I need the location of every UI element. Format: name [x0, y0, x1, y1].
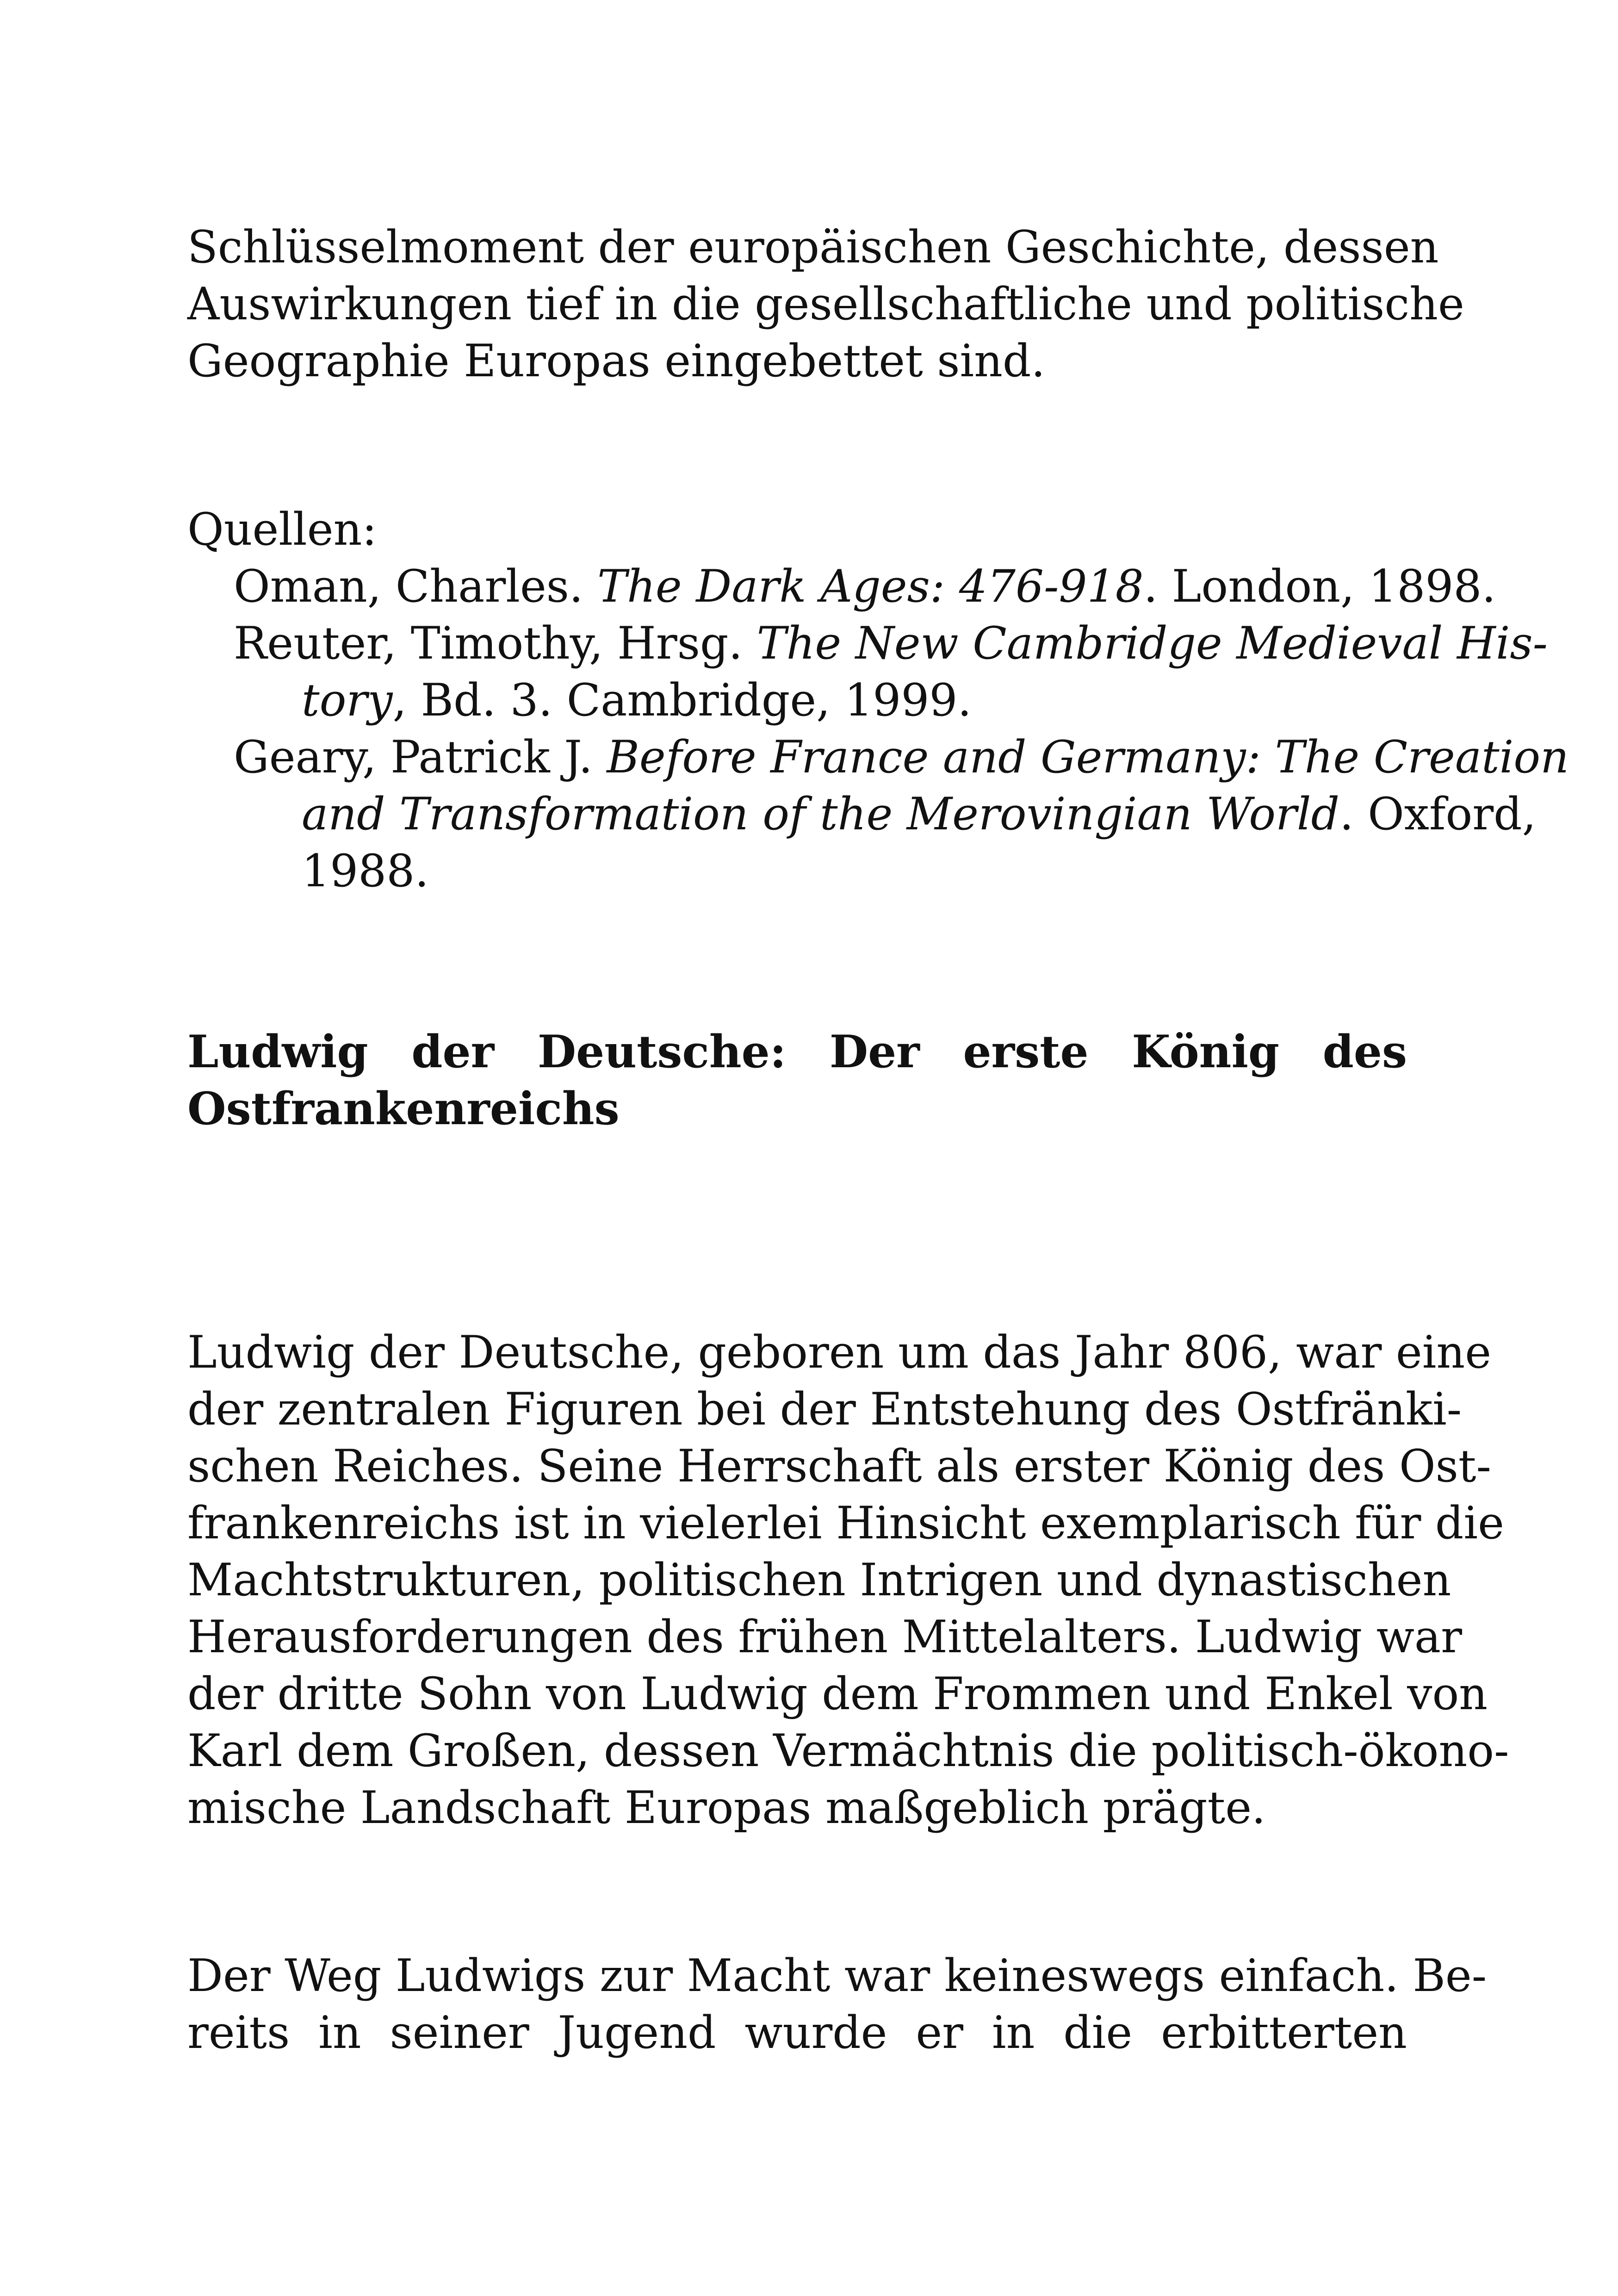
intro-line-3: Geographie Europas eingebettet sind.: [187, 335, 1045, 387]
source-title: The Dark Ages: 476-918: [597, 560, 1144, 612]
paragraph-2-line-2: reits in seiner Jugend wurde er in die erbitterten: [187, 2007, 1407, 2059]
source-title-continued: and Transformation of the Merovingian World: [302, 788, 1340, 840]
source-author: Geary, Patrick J.: [234, 731, 607, 783]
sources-heading: Quellen:: [187, 504, 377, 555]
section-heading-line-1: Ludwig der Deutsche: Der erste König des: [187, 1026, 1407, 1078]
paragraph-1-line-5: Machtstrukturen, politischen Intrigen und dynastischen: [187, 1554, 1451, 1606]
paragraph-1-line-1: Ludwig der Deutsche, geboren um das Jahr 806, war eine: [187, 1326, 1492, 1378]
source-entry-oman: [234, 559, 1496, 614]
source-publication: . Oxford,: [1339, 788, 1537, 840]
source-publication: , Bd. 3. Cambridge, 1999.: [392, 674, 972, 726]
source-entry-geary-line-3: 1988.: [302, 845, 429, 897]
source-entry-geary-line-2: [302, 786, 1537, 842]
paragraph-2-line-1: Der Weg Ludwigs zur Macht war keineswegs einfach. Be-: [187, 1950, 1487, 2002]
source-title: The New Cambridge Medieval His-: [756, 617, 1548, 669]
paragraph-1-line-6: Herausforderungen des frühen Mittelalters. Ludwig war: [187, 1611, 1463, 1663]
source-title-continued: tory: [302, 674, 393, 726]
source-entry-geary-line-1: [234, 729, 1569, 785]
paragraph-1-line-8: Karl dem Großen, dessen Vermächtnis die politisch-ökono-: [187, 1725, 1509, 1777]
section-heading-line-2: Ostfrankenreichs: [187, 1083, 620, 1135]
source-author: Reuter, Timothy, Hrsg.: [234, 617, 757, 669]
paragraph-1-line-9: mische Landschaft Europas maßgeblich prägte.: [187, 1782, 1266, 1834]
source-title: Before France and Germany: The Creation: [607, 731, 1569, 783]
paragraph-1-line-7: der dritte Sohn von Ludwig dem Frommen und Enkel von: [187, 1668, 1488, 1720]
paragraph-1-line-4: frankenreichs ist in vielerlei Hinsicht exemplarisch für die: [187, 1497, 1504, 1549]
source-publication: . London, 1898.: [1143, 560, 1496, 612]
paragraph-1-line-2: der zentralen Figuren bei der Entstehung des Ostfränki-: [187, 1383, 1462, 1435]
source-entry-reuter-line-2: [302, 672, 1407, 728]
source-author: Oman, Charles.: [234, 560, 598, 612]
intro-line-2: Auswirkungen tief in die gesellschaftliche und politische: [187, 278, 1464, 330]
paragraph-1-line-3: schen Reiches. Seine Herrschaft als erster König des Ost-: [187, 1440, 1491, 1492]
source-entry-reuter-line-1: [234, 616, 1548, 671]
intro-line-1: Schlüsselmoment der europäischen Geschichte, dessen: [187, 221, 1439, 273]
